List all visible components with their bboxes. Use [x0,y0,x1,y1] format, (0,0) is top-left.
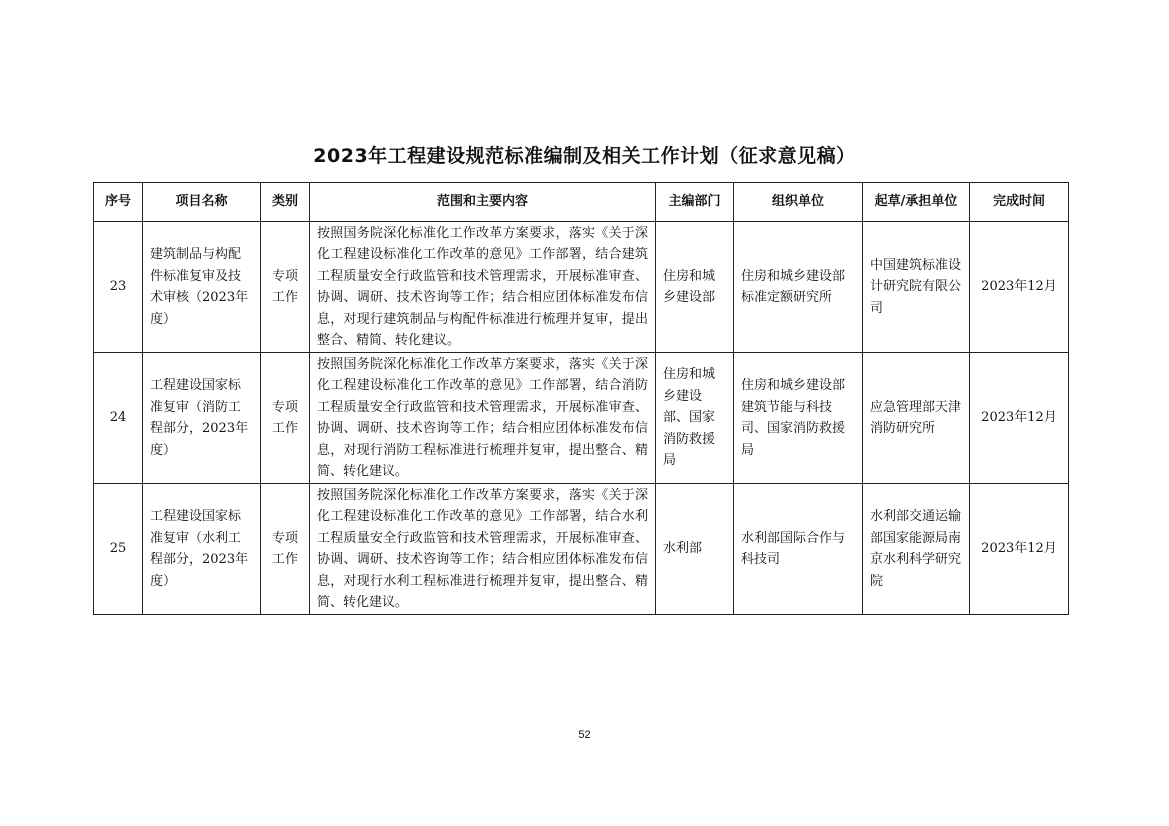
cell-seq: 25 [94,484,143,615]
cell-name: 建筑制品与构配件标准复审及技术审核（2023年度） [143,222,261,353]
page-number: 52 [578,729,591,741]
cell-organizer: 住房和城乡建设部标准定额研究所 [734,222,863,353]
cell-type: 专项工作 [261,222,310,353]
document-title: 2023年工程建设规范标准编制及相关工作计划（征求意见稿） [313,145,856,167]
header-type: 类别 [261,183,310,222]
header-editor: 主编部门 [656,183,734,222]
cell-name: 工程建设国家标准复审（消防工程部分，2023年度） [143,353,261,484]
cell-organizer: 住房和城乡建设部建筑节能与科技司、国家消防救援局 [734,353,863,484]
cell-scope: 按照国务院深化标准化工作改革方案要求，落实《关于深化工程建设标准化工作改革的意见》工作部署，结合建筑工程质量安全行政监管和技术管理需求，开展标准审查、协调、调研、技术咨询等工作；结合相应团体标准发布信息，对现行建筑制品与构配件标准进行梳理并复审，提出整合、精简、转化建议。 [310,222,656,353]
header-name: 项目名称 [143,183,261,222]
cell-drafter: 中国建筑标准设计研究院有限公司 [863,222,970,353]
header-drafter: 起草/承担单位 [863,183,970,222]
cell-organizer: 水利部国际合作与科技司 [734,484,863,615]
table-header-row [94,183,1069,222]
cell-scope: 按照国务院深化标准化工作改革方案要求，落实《关于深化工程建设标准化工作改革的意见》工作部署，结合消防工程质量安全行政监管和技术管理需求，开展标准审查、协调、调研、技术咨询等工作；结合相应团体标准发布信息，对现行消防工程标准进行梳理并复审，提出整合、精简、转化建议。 [310,353,656,484]
cell-deadline: 2023年12月 [970,353,1069,484]
cell-seq: 23 [94,222,143,353]
cell-deadline: 2023年12月 [970,222,1069,353]
cell-editor: 住房和城乡建设部、国家消防救援局 [656,353,734,484]
cell-editor: 水利部 [656,484,734,615]
cell-seq: 24 [94,353,143,484]
cell-drafter: 水利部交通运输部国家能源局南京水利科学研究院 [863,484,970,615]
cell-deadline: 2023年12月 [970,484,1069,615]
header-scope: 范围和主要内容 [310,183,656,222]
table-row [94,484,1069,615]
header-seq: 序号 [94,183,143,222]
cell-type: 专项工作 [261,353,310,484]
work-plan-table [93,182,1069,615]
table-row [94,353,1069,484]
cell-editor: 住房和城乡建设部 [656,222,734,353]
header-deadline: 完成时间 [970,183,1069,222]
cell-name: 工程建设国家标准复审（水利工程部分，2023年度） [143,484,261,615]
table-row [94,222,1069,353]
cell-scope: 按照国务院深化标准化工作改革方案要求，落实《关于深化工程建设标准化工作改革的意见》工作部署，结合水利工程质量安全行政监管和技术管理需求，开展标准审查、协调、调研、技术咨询等工作；结合相应团体标准发布信息，对现行水利工程标准进行梳理并复审，提出整合、精简、转化建议。 [310,484,656,615]
header-organizer: 组织单位 [734,183,863,222]
cell-drafter: 应急管理部天津消防研究所 [863,353,970,484]
cell-type: 专项工作 [261,484,310,615]
